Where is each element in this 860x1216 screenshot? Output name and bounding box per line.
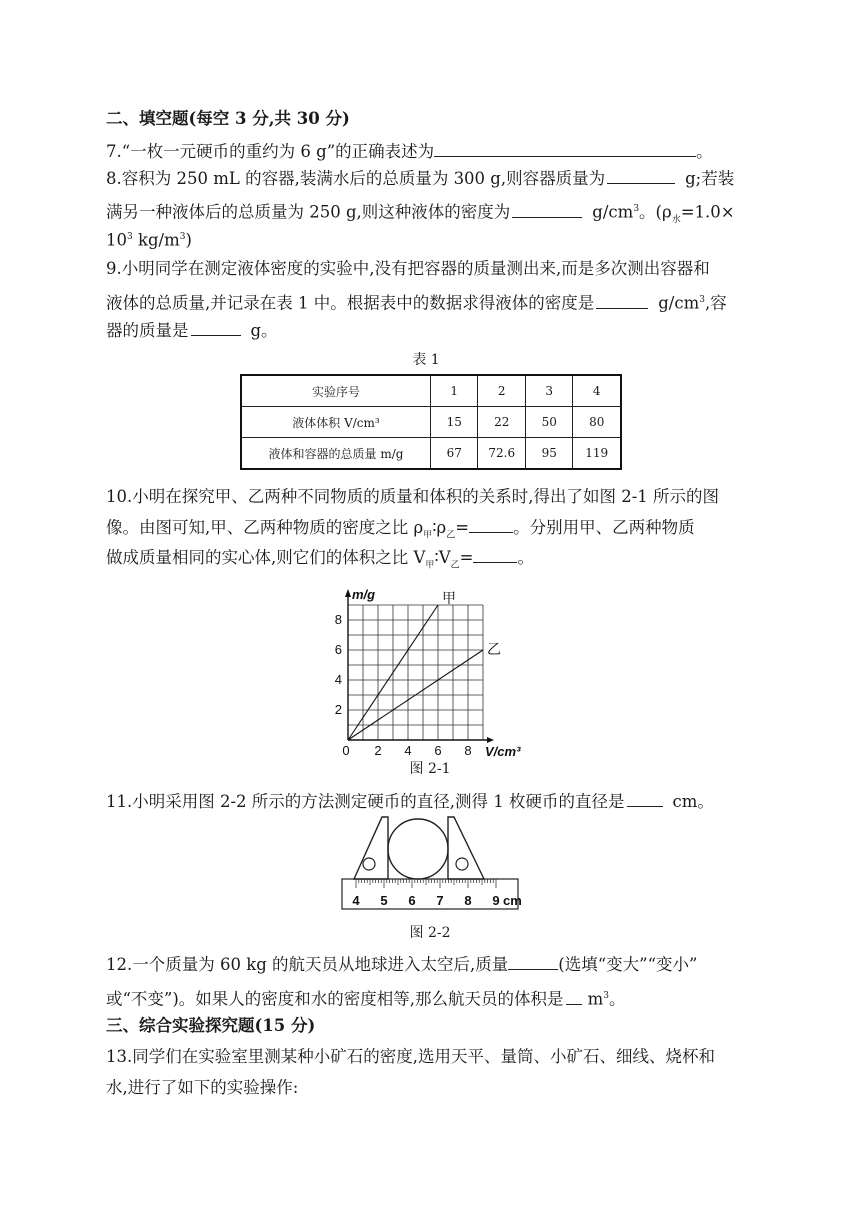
ruler-label: 4 (352, 893, 360, 908)
table-cell: 1 (430, 375, 478, 407)
answer-blank-q12b[interactable] (566, 990, 582, 1005)
x-axis-arrow (487, 737, 494, 743)
table-cell: 50 (525, 407, 573, 438)
coin-measurement-figure (336, 815, 526, 915)
question-7: 7.“一枚一元硬币的重约为 6 g”的正确表述为 。 (106, 142, 713, 161)
y-tick-label: 2 (334, 702, 342, 717)
answer-blank-q8b[interactable] (512, 203, 582, 218)
answer-blank-q8a[interactable] (607, 169, 675, 184)
section-2-title: 二、填空题(每空 3 分,共 30 分) (106, 109, 350, 128)
answer-blank-q9a[interactable] (596, 294, 648, 309)
y-tick-label: 8 (334, 612, 342, 627)
table-cell: 2 (478, 375, 526, 407)
question-8-line-2: 满另一种液体后的总质量为 250 g,则这种液体的密度为 $g/cm^3$。($\rho_水=1.0\times$ (106, 202, 735, 225)
left-triangle-hole (363, 858, 375, 870)
answer-blank-q12a[interactable] (508, 955, 558, 970)
ruler-unit-label: cm (503, 893, 522, 908)
right-triangle-hole (456, 858, 468, 870)
table-cell: 实验序号 (241, 375, 430, 407)
question-11: 11.小明采用图 2-2 所示的方法测定硬币的直径,测得 1 枚硬币的直径是 cm。 (106, 792, 714, 811)
mass-volume-chart (325, 570, 535, 760)
ruler-label: 9 (492, 893, 500, 908)
table-row (241, 438, 621, 470)
x-tick-label: 4 (404, 743, 412, 758)
question-10-line-2: 像。由图可知,甲、乙两种物质的密度之比 $\rho_甲∶\rho_乙=$ 。分别用甲、乙两种物质 (106, 518, 695, 541)
question-10-line-3: 做成质量相同的实心体,则它们的体积之比 $V_甲∶V_乙=$ 。 (106, 548, 534, 571)
table-1 (240, 374, 622, 470)
y-axis-label: m/g (352, 587, 376, 602)
series-label-乙: 乙 (487, 641, 501, 657)
y-axis-arrow (345, 589, 351, 597)
ruler-label: 5 (380, 893, 388, 908)
table-cell: 3 (525, 375, 573, 407)
x-tick-label: 6 (434, 743, 442, 758)
table-cell: 22 (478, 407, 526, 438)
section-3-title: 三、综合实验探究题(15 分) (106, 1016, 316, 1035)
answer-blank-q7[interactable] (434, 142, 696, 157)
question-9-line-2: 液体的总质量,并记录在表 1 中。根据表中的数据求得液体的密度是 $g/cm^3$,容 (106, 293, 727, 313)
table-row (241, 375, 621, 407)
x-tick-label: 8 (464, 743, 472, 758)
ruler-label: 7 (436, 893, 444, 908)
table-cell: 液体和容器的总质量 m/g (241, 438, 430, 470)
question-8-line-3: $10^3$ $kg/m^3$) (106, 230, 192, 250)
table-row (241, 407, 621, 438)
question-9-line-3: 器的质量是 g。 (106, 321, 278, 340)
ruler-label: 8 (464, 893, 472, 908)
question-10-line-1: 10.小明在探究甲、乙两种不同物质的质量和体积的关系时,得出了如图 2-1 所示的图 (106, 487, 720, 506)
figure-2-2-caption: 图 2-2 (409, 925, 451, 941)
table-cell: 80 (573, 407, 621, 438)
table-1-caption: 表 1 (412, 352, 440, 368)
answer-blank-q11[interactable] (627, 792, 663, 807)
table-cell: 15 (430, 407, 478, 438)
question-13-line-2: 水,进行了如下的实验操作: (106, 1078, 299, 1097)
table-cell: 4 (573, 375, 621, 407)
series-label-甲: 甲 (442, 590, 456, 606)
y-tick-label: 6 (334, 642, 342, 657)
question-13-line-1: 13.同学们在实验室里测某种小矿石的密度,选用天平、量筒、小矿石、细线、烧杯和 (106, 1047, 715, 1066)
table-cell: 119 (573, 438, 621, 470)
question-12-line-1: 12.一个质量为 60 kg 的航天员从地球进入太空后,质量 (选填“变大”“变小” (106, 955, 698, 974)
table-cell: 72.6 (478, 438, 526, 470)
ruler-label: 6 (408, 893, 416, 908)
coin (388, 819, 448, 879)
table-cell: 67 (430, 438, 478, 470)
table-cell: 95 (525, 438, 573, 470)
answer-blank-q10b[interactable] (473, 548, 517, 563)
right-set-square (448, 817, 484, 879)
table-cell: 液体体积 V/cm³ (241, 407, 430, 438)
x-tick-label: 0 (342, 743, 350, 758)
question-9-line-1: 9.小明同学在测定液体密度的实验中,没有把容器的质量测出来,而是多次测出容器和 (106, 259, 710, 278)
x-tick-label: 2 (374, 743, 382, 758)
answer-blank-q9b[interactable] (191, 321, 241, 336)
question-12-line-2: 或“不变”)。如果人的密度和水的密度相等,那么航天员的体积是 $m^3$。 (106, 989, 626, 1009)
question-8-line-1: 8.容积为 250 mL 的容器,装满水后的总质量为 300 g,则容器质量为 g;若装 (106, 169, 735, 188)
answer-blank-q10a[interactable] (469, 518, 513, 533)
y-tick-label: 4 (334, 672, 342, 687)
figure-2-1-caption: 图 2-1 (409, 761, 451, 777)
x-axis-label: V/cm³ (485, 744, 521, 759)
